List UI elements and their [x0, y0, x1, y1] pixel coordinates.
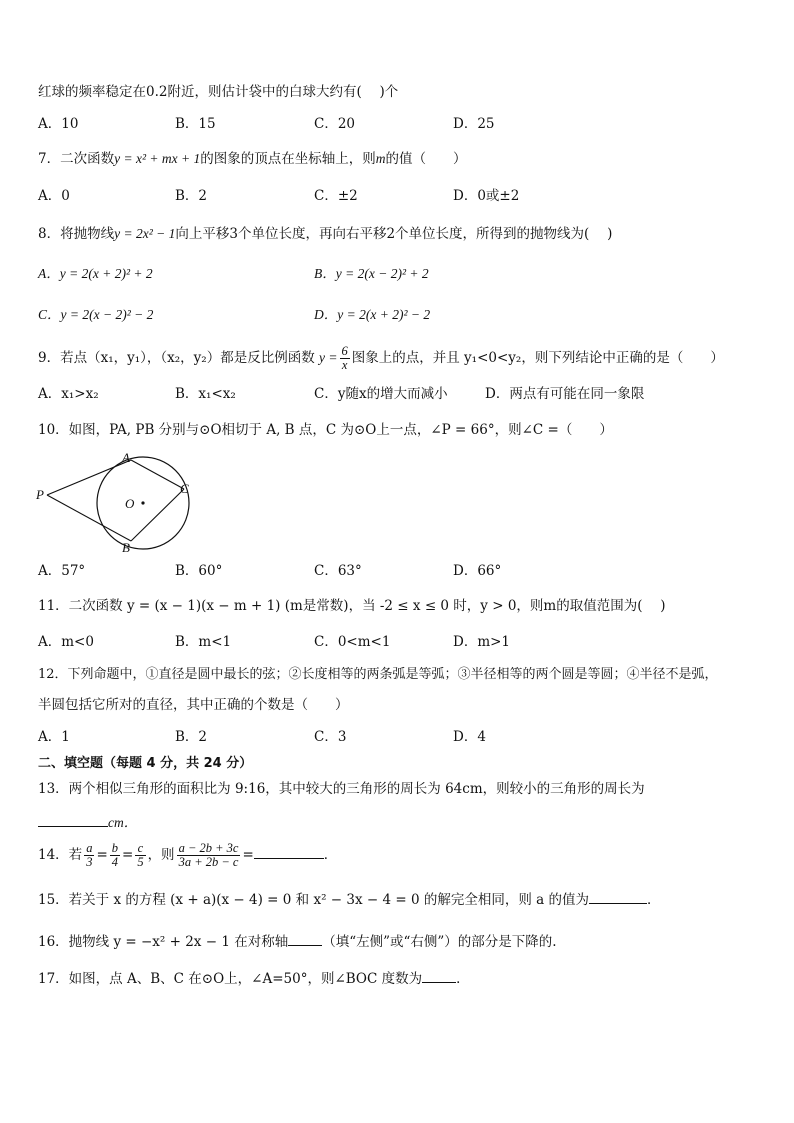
- q7-pre: 7．二次函数: [38, 151, 115, 167]
- q11-option-c: C．0<m<1: [314, 634, 391, 650]
- tangent-pb: [47, 495, 131, 541]
- q7-formula: y = x² + mx + 1: [114, 151, 201, 166]
- q7-var: m: [375, 151, 386, 166]
- q13-unit: cm．: [108, 815, 138, 830]
- q11-option-a: A．m<0: [38, 634, 94, 650]
- tangent-pa: [47, 460, 131, 495]
- label-b: B: [122, 540, 130, 555]
- q8-stem: [38, 225, 612, 243]
- q9-option-d: D．两点有可能在同一象限: [485, 386, 645, 402]
- q14-f3-num: c: [135, 842, 145, 856]
- q16-post: （填“左侧”或“右侧”）的部分是下降的.: [322, 934, 557, 950]
- q14-f2-den: 4: [111, 855, 118, 869]
- q14-f3-den: 5: [137, 855, 144, 869]
- q14-f1-den: 3: [86, 855, 93, 869]
- q12-line-2: 半圆包括它所对的直径，其中正确的个数是（ ）: [38, 697, 349, 713]
- q15-text: 15．若关于 x 的方程 (x + a)(x − 4) = 0 和 x² − 3x − 4 = 0 的解完全相同，则 a 的值为: [38, 892, 589, 908]
- q12-line-1: 12．下列命题中，①直径是圆中最长的弦；②长度相等的两条弧是等弧；③半径相等的两个圆是等圆；④半径不是弧，: [38, 667, 718, 682]
- q14-blank[interactable]: [254, 844, 324, 859]
- q8-post: 向上平移3个单位长度，再向右平移2个单位长度，所得到的抛物线为( ): [175, 226, 613, 242]
- q10-option-c: C．63°: [314, 563, 362, 579]
- q12-option-a: A．1: [38, 729, 70, 745]
- q10-option-b: B．60°: [175, 563, 223, 579]
- q12-option-d: D．4: [453, 729, 486, 745]
- q9-frac-den: x: [341, 358, 348, 372]
- q16-pre: 16．抛物线 y = −x² + 2x − 1 在对称轴: [38, 934, 289, 950]
- q8-option-b: B．y = 2(x − 2)² + 2: [314, 266, 429, 281]
- q14-pre: 14．若: [38, 847, 83, 863]
- q17-blank[interactable]: [422, 968, 456, 983]
- q7-post: 的图象的顶点在坐标轴上，则: [200, 151, 376, 167]
- q8-option-d: D．y = 2(x + 2)² − 2: [314, 307, 431, 322]
- q14-f2-num: b: [111, 841, 118, 855]
- q13-blank[interactable]: [38, 812, 108, 827]
- q13-line-2: [38, 812, 137, 832]
- q12-option-b: B．2: [175, 729, 208, 745]
- q6-stem: 红球的频率稳定在0.2附近，则估计袋中的白球大约有( )个: [38, 84, 399, 100]
- q9-fraction: [340, 345, 350, 372]
- q8-formula: y = 2x² − 1: [114, 226, 176, 241]
- label-c: C: [180, 481, 189, 496]
- q14-f1-num: a: [86, 841, 93, 855]
- q14-frac-b: [110, 842, 120, 869]
- q10-option-d: D．66°: [453, 563, 502, 579]
- q17-pre: 17．如图，点 A、B、C 在⊙O上，∠A=50°，则∠BOC 度数为: [38, 971, 423, 987]
- q9-post: 图象上的点，并且 y₁<0<y₂，则下列结论中正确的是（ ）: [351, 350, 724, 366]
- q16-blank[interactable]: [288, 931, 322, 946]
- label-a: A: [122, 450, 130, 465]
- q14-mid: ，则: [147, 847, 175, 863]
- chord-ac: [131, 460, 184, 489]
- q9-option-c: C．y随x的增大而减小: [314, 386, 448, 402]
- q8-option-c: C．y = 2(x − 2)² − 2: [38, 307, 154, 322]
- q11-option-d: D．m>1: [453, 634, 511, 650]
- q9-func-lhs: y =: [319, 350, 338, 365]
- q14-f4-num: a − 2b + 3c: [178, 841, 239, 855]
- q6-option-c: C．20: [314, 116, 356, 132]
- q7-option-c: C．±2: [314, 188, 358, 204]
- q10-option-a: A．57°: [38, 563, 86, 579]
- q6-option-d: D．25: [453, 116, 495, 132]
- chord-bc: [131, 489, 184, 541]
- q7-option-b: B．2: [175, 188, 208, 204]
- q15-post: ．: [646, 892, 661, 908]
- q7-option-a: A．0: [38, 188, 70, 204]
- q13-line-1: 13．两个相似三角形的面积比为 9:16，其中较大的三角形的周长为 64cm，则较小的三角形的周长为: [38, 781, 645, 797]
- q6-option-b: B．15: [175, 116, 216, 132]
- q11-stem: 11．二次函数 y = (x − 1)(x − m + 1) (m是常数)，当 -2 ≤ x ≤ 0 时，y > 0，则m的取值范围为( ): [38, 598, 666, 614]
- center-dot: [141, 501, 144, 504]
- q15-blank[interactable]: [589, 889, 647, 904]
- label-p: P: [36, 487, 44, 502]
- q9-option-b: B．x₁<x₂: [175, 386, 236, 402]
- q9-stem: [38, 345, 724, 372]
- q14-stem: 14．若 $\frac{a}{3}$ = $\frac{b}{4}$ = $\frac{c}{5}$ ，则 $\frac{a - 2b + 3c}{3a + 2b - c}$ = ．: [38, 841, 338, 869]
- q6-option-a: A．10: [38, 116, 79, 132]
- q8-option-a: A．y = 2(x + 2)² + 2: [38, 266, 153, 281]
- q9-frac-num: 6: [341, 344, 348, 358]
- q10-figure: [30, 448, 200, 558]
- q10-stem: 10．如图，PA, PB 分别与⊙O相切于 A, B 点，C 为⊙O上一点，∠P = 66°，则∠C =（ ）: [38, 422, 613, 438]
- q14-post: ．: [323, 847, 338, 863]
- q17-stem: [38, 968, 470, 988]
- label-o: O: [125, 496, 135, 511]
- q17-post: ．: [456, 971, 470, 987]
- q9-pre: 9．若点（x₁，y₁），（x₂，y₂）都是反比例函数: [38, 350, 315, 366]
- q12-option-c: C．3: [314, 729, 347, 745]
- q14-f4-den: 3a + 2b − c: [178, 855, 239, 869]
- q15-stem: [38, 889, 660, 909]
- q11-option-b: B．m<1: [175, 634, 232, 650]
- section-2-title: 二、填空题（每题 4 分，共 24 分）: [38, 756, 253, 771]
- q9-option-a: A．x₁>x₂: [38, 386, 99, 402]
- q14-frac-expr: [177, 842, 241, 869]
- q14-frac-a: [84, 842, 94, 869]
- q14-frac-c: [135, 842, 145, 869]
- q7-option-d: D．0或±2: [453, 188, 520, 204]
- q8-pre: 8．将抛物线: [38, 226, 115, 242]
- q16-stem: [38, 931, 557, 951]
- q7-stem: [38, 150, 466, 168]
- q7-post2: 的值（ ）: [385, 151, 467, 167]
